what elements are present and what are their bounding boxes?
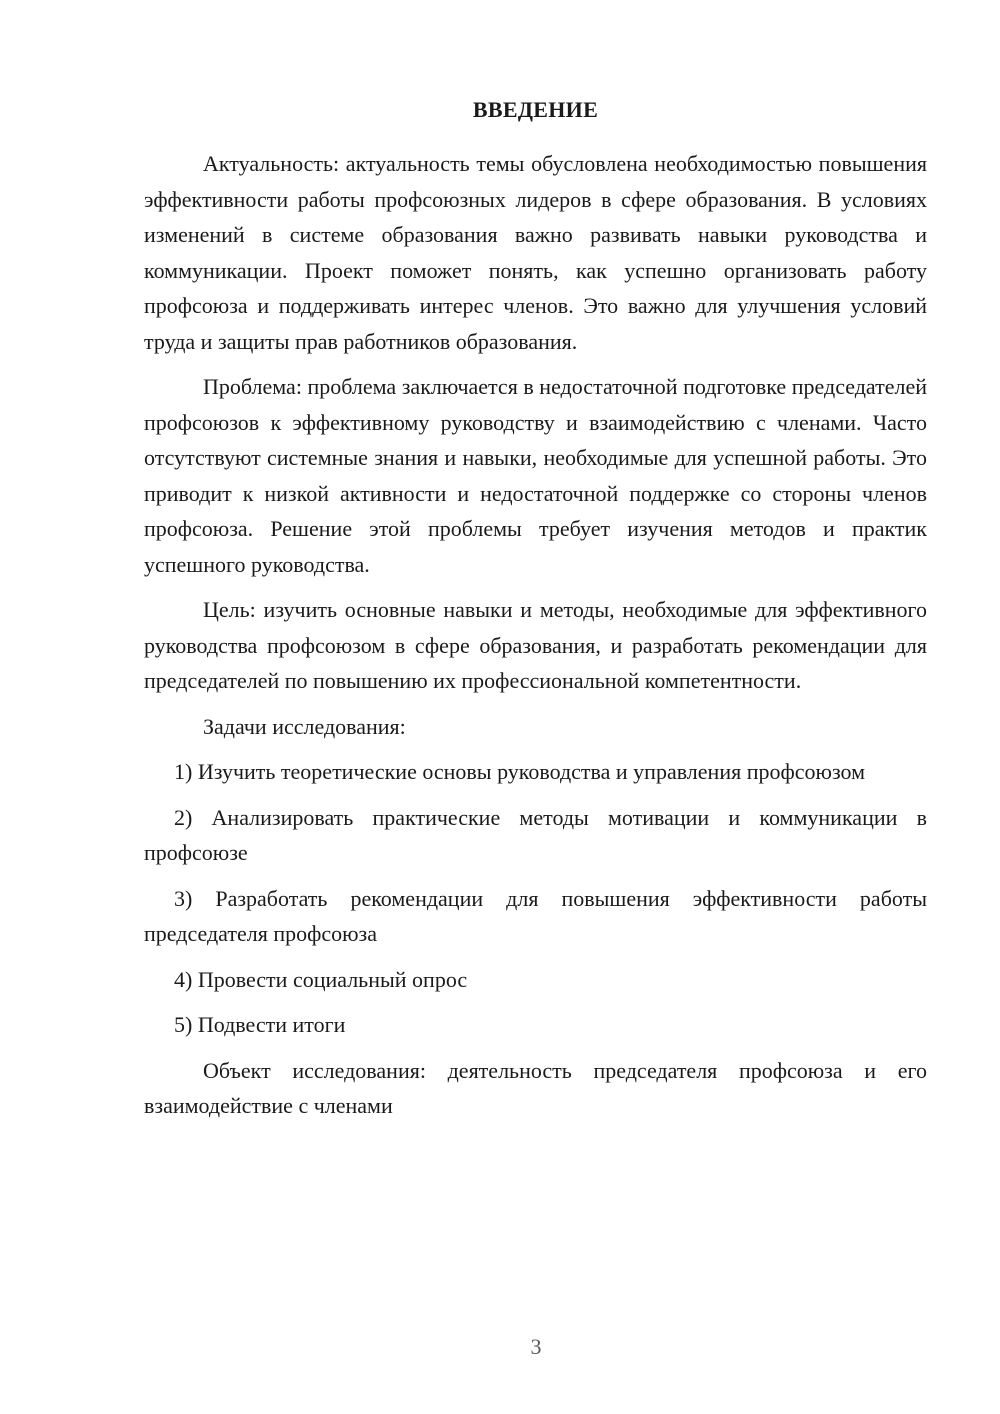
- tasks-list: [144, 754, 927, 1043]
- list-item: 4) Провести социальный опрос: [174, 966, 468, 992]
- page-title: ВВЕДЕНИЕ: [472, 97, 599, 122]
- problem-paragraph: Проблема: проблема заключается в недостаточной подготовке председателей профсоюзов к эффективному руководству и взаимодействию с членами. Часто отсутствуют системные знания и навыки, необходимые для успешной работы. Это приводит к низкой активности и недостаточной поддержке со стороны членов профсоюза. Решение этой проблемы требует изучения методов и практик успешного руководства.: [144, 374, 927, 577]
- document-page: [144, 96, 927, 1134]
- relevance-paragraph: Актуальность: актуальность темы обусловлена необходимостью повышения эффективности работы профсоюзных лидеров в сфере образования. В условиях изменений в системе образования важно развивать навыки руководства и коммуникации. Проект поможет понять, как успешно организовать работу профсоюза и поддерживать интерес членов. Это важно для улучшения условий труда и защиты прав работников образования.: [144, 151, 927, 354]
- list-item: 3) Разработать рекомендации для повышения эффективности работы председателя профсоюза: [144, 885, 927, 946]
- tasks-title: Задачи исследования:: [203, 713, 406, 739]
- goal-paragraph: Цель: изучить основные навыки и методы, необходимые для эффективного руководства профсоюзом в сфере образования, и разработать рекомендации для председателей по повышению их профессиональной компетентности.: [144, 597, 927, 693]
- object-paragraph: Объект исследования: деятельность председателя профсоюза и его взаимодействие с членами: [144, 1057, 927, 1118]
- list-item: 5) Подвести итоги: [174, 1012, 346, 1037]
- page-number: 3: [530, 1334, 542, 1359]
- list-item: 1) Изучить теоретические основы руководства и управления профсоюзом: [174, 759, 866, 784]
- list-item: 2) Анализировать практические методы мотивации и коммуникации в профсоюзе: [144, 804, 927, 865]
